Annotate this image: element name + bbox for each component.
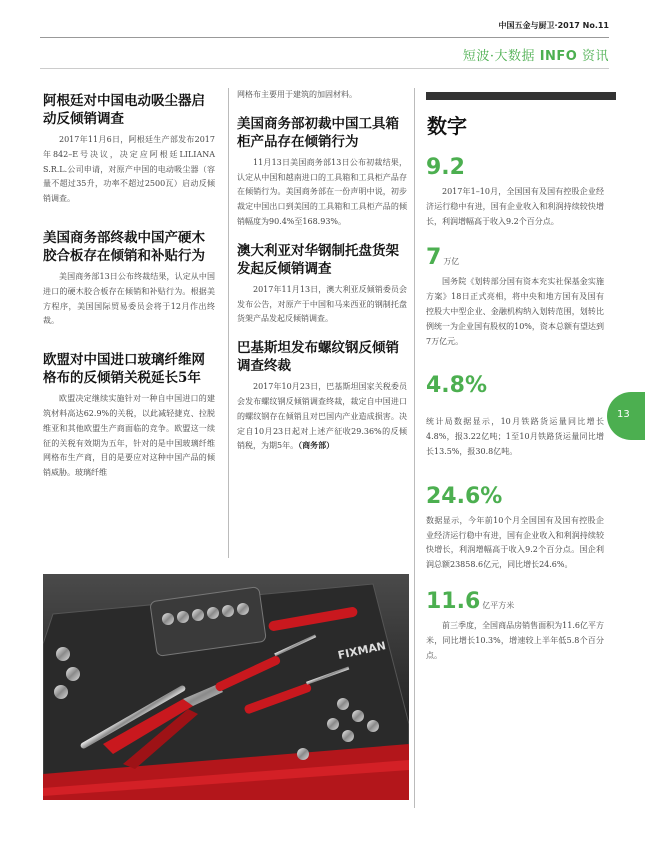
numbers-list	[426, 155, 604, 663]
article-title: 阿根廷对中国电动吸尘器启动反倾销调查	[43, 93, 205, 127]
number-item	[426, 484, 604, 573]
article-title: 巴基斯坦发布螺纹钢反倾销调查终裁	[237, 340, 399, 375]
article-title: 美国商务部终裁中国产硬木胶合板存在倾销和补贴行为	[43, 229, 205, 264]
number-text: 数据显示，今年前10个月全国国有及国有控股企业经济运行稳中有进，国有企业收入和利润持续较快增长，利润增幅高于收入9.2个百分点。国企利润总额23858.6亿元，同比增长24.6%。	[426, 515, 604, 570]
number-unit: 亿平方米	[482, 600, 515, 610]
article-argentina	[43, 92, 215, 207]
column-2	[237, 88, 407, 454]
article-title: 美国商务部初裁中国工具箱柜产品存在倾销行为	[237, 115, 399, 150]
section-cn: 短波·大数据	[462, 49, 536, 64]
column-divider	[414, 88, 415, 808]
section-rule	[40, 68, 609, 69]
column-1	[43, 92, 215, 481]
number-value: 4.8%	[426, 373, 488, 399]
section-en: INFO	[539, 49, 578, 64]
article-title: 欧盟对中国进口玻璃纤维网格布的反倾销关税延长5年	[43, 352, 205, 387]
numbers-title: 数字	[427, 114, 467, 138]
numbers-title-bar	[426, 92, 616, 100]
article-us-toolbox	[237, 115, 407, 230]
page-number: 13	[617, 409, 630, 420]
article-body	[237, 380, 407, 454]
article-body: 美国商务部13日公布终裁结果，认定从中国进口的硬木胶合板存在倾销和补贴行为。根据美方程序，美国国际贸易委员会将于12月作出终裁。	[43, 271, 215, 326]
number-item	[426, 245, 604, 349]
number-value: 9.2	[426, 155, 465, 180]
article-body: 2017年11月13日，澳大利亚反倾销委员会发布公告，对原产于中国和马来西亚的钢制托盘货架产品发起反倾销调查。	[237, 284, 407, 324]
toolbox-illustration	[43, 574, 409, 800]
toolbox-photo	[43, 574, 409, 800]
number-text: 统计局数据显示，10月铁路货运量同比增长4.8%，报3.22亿吨；1至10月铁路货运量同比增长13.5%，报30.8亿吨。	[426, 417, 604, 456]
number-item	[426, 155, 604, 229]
column-divider	[228, 88, 229, 558]
section-cn2: 资讯	[581, 49, 609, 64]
number-text: 2017年1–10月，全国国有及国有控股企业经济运行稳中有进，国有企业收入和利润持续较快增长，利润增幅高于收入9.2个百分点。	[426, 187, 604, 226]
number-text: 国务院《划转部分国有资本充实社保基金实施方案》18日正式亮相，将中央和地方国有及国有控股大中型企业、金融机构纳入划转范围，划转比例统一为企业国有股权的10%，资本总额有望达到7万亿元。	[426, 277, 604, 346]
issue-label: 中国五金与厨卫·2017 No.11	[498, 21, 609, 30]
article-continuation: 网格布主要用于建筑的加固材料。	[237, 90, 357, 99]
number-value: 11.6	[426, 588, 481, 614]
article-australia	[237, 242, 407, 327]
number-value: 7	[426, 245, 442, 271]
article-title: 澳大利亚对华钢制托盘货架发起反倾销调查	[237, 242, 399, 277]
number-value: 24.6%	[426, 483, 503, 509]
number-unit: 万亿	[443, 257, 460, 267]
header-rule	[40, 37, 609, 38]
article-us-plywood	[43, 229, 215, 329]
number-item	[426, 373, 604, 459]
article-pakistan	[237, 339, 407, 454]
number-text: 前三季度，全国商品房销售面积为11.6亿平方米，同比增长10.3%，增速较上半年低5.8个百分点。	[426, 620, 604, 660]
article-body: 2017年11月6日，阿根廷生产部发布2017年842–E号决议，决定应阿根廷LILIANA S.R.L.公司申请，对原产中国的电动吸尘器（容量不超过35升，功率不超过2500瓦）启动反倾销调查。	[43, 135, 215, 204]
article-body: 11月13日美国商务部13日公布初裁结果，认定从中国和越南进口的工具箱和工具柜产品存在倾销行为。美国商务部在一份声明中说，初步裁定中国出口到美国的工具箱和工具柜产品的倾销幅度为90.4%至168.93%。	[237, 157, 407, 226]
photo-brand: FIXMAN	[336, 639, 388, 663]
article-text: 2017年10月23日，巴基斯坦国家关税委员会发布螺纹钢反倾销调查终裁，裁定自中国进口的螺纹钢存在倾销且对巴国内产业造成损害。决定自10月23日起对上述产征收29.36%的反倾销税，为期5年。	[237, 382, 407, 451]
article-source: （商务部）	[298, 441, 335, 451]
number-item	[426, 589, 604, 663]
article-body: 欧盟决定继续实施针对一种自中国进口的建筑材料高达62.9%的关税，以此减轻捷克、拉脱维亚和其他欧盟生产商面临的竞争。欧盟这一续征的关税有效期为五年，针对的是中国玻璃纤维网格布生产商，目的是要应对这种中国产品的倾销威胁。玻璃纤维	[43, 394, 215, 478]
section-title	[463, 45, 609, 64]
article-eu-fiberglass	[43, 351, 215, 481]
